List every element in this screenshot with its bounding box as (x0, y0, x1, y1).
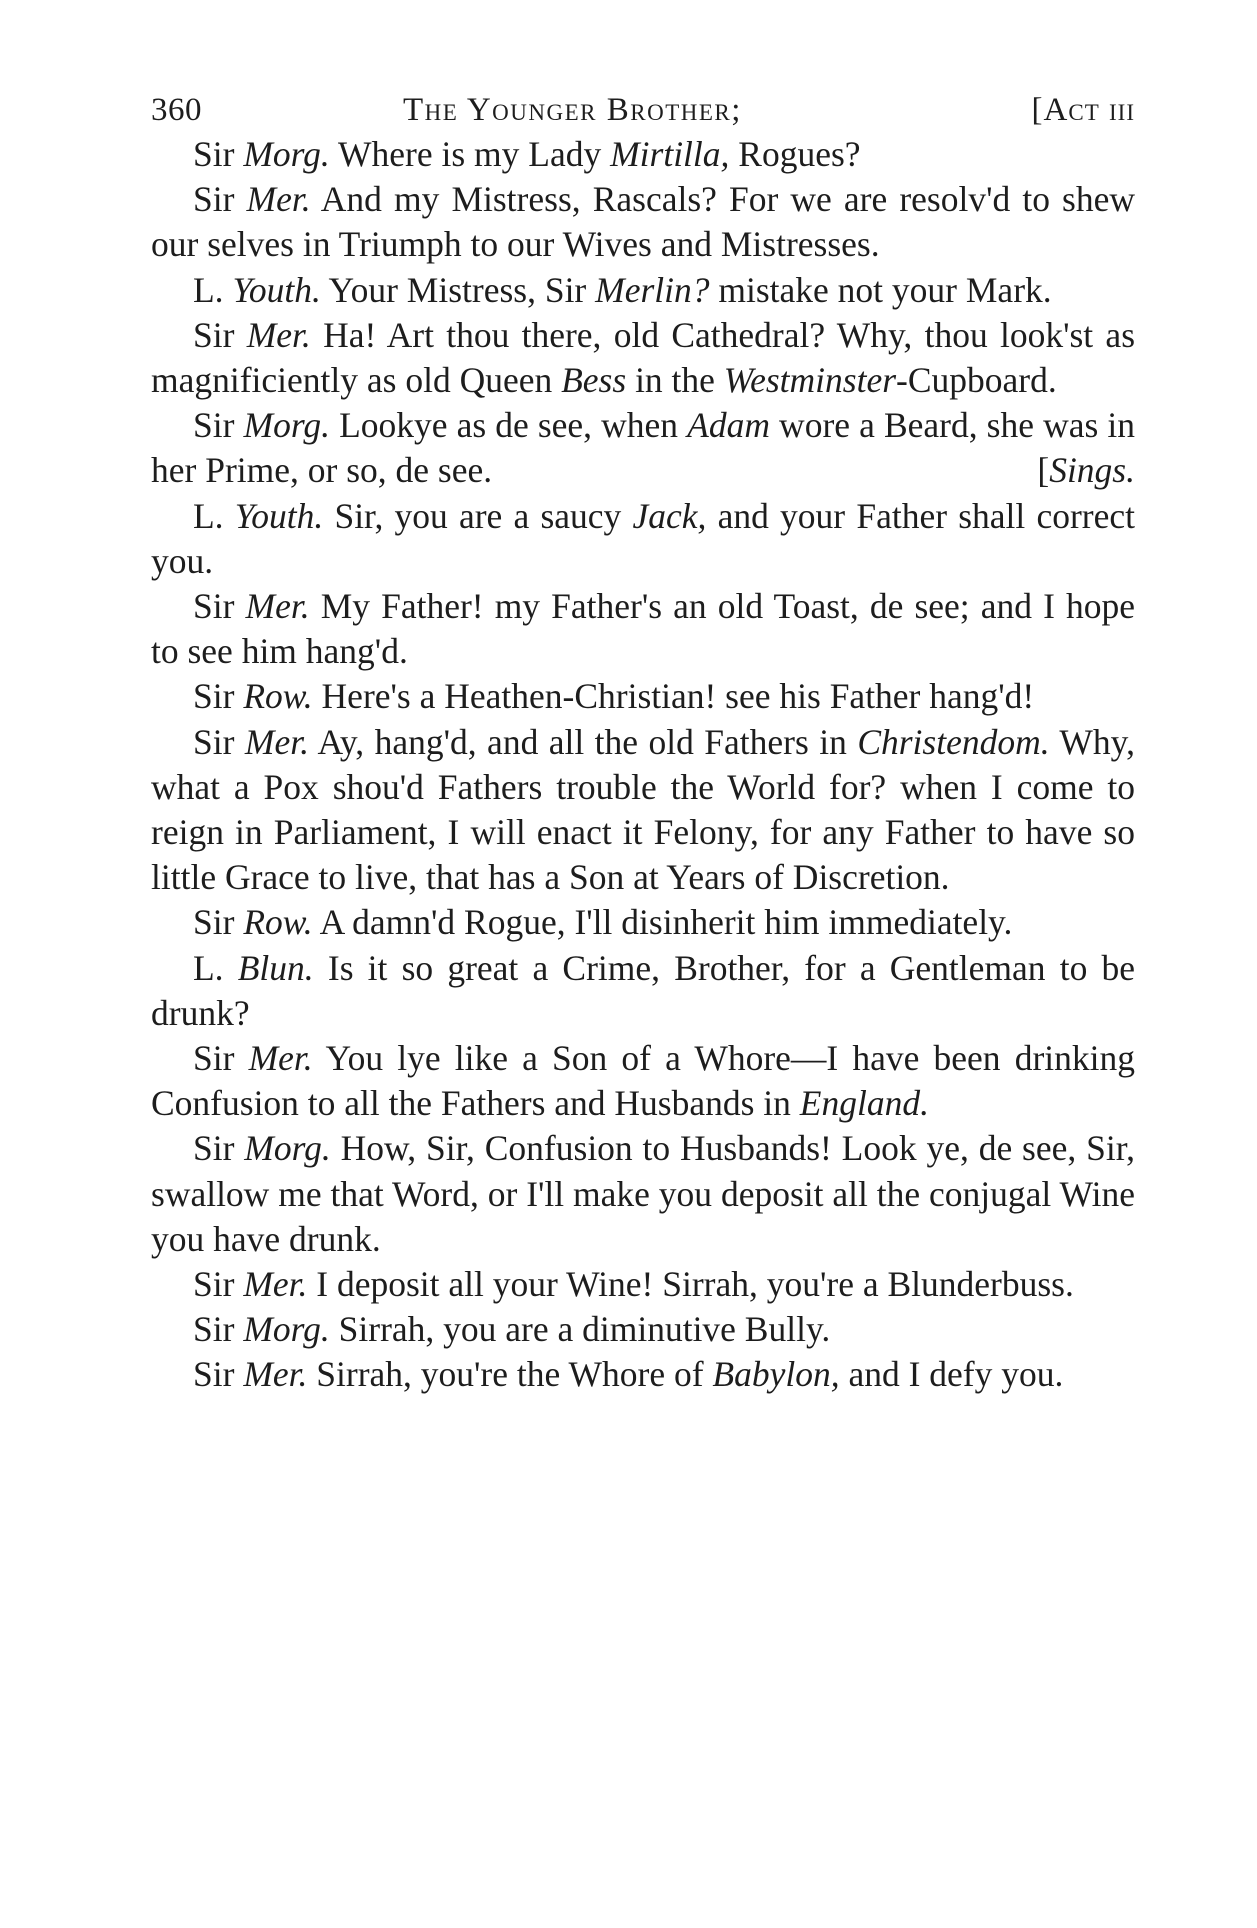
speaker-tag (193, 1264, 307, 1304)
speech-text: My Father! my Father's an old Toast, de see; and I hope to see him hang'd. (151, 586, 1135, 672)
speech-text: and your Father shall correct you. (151, 495, 1135, 581)
speech (151, 403, 1135, 493)
speech (151, 132, 1135, 177)
speaker-name: Youth. (232, 269, 321, 310)
speaker-tag (193, 134, 330, 174)
speaker-name: Morg. (243, 134, 330, 174)
speech (151, 900, 1135, 945)
speaker-tag (193, 948, 314, 988)
speaker-name: Mer. (244, 721, 309, 762)
speaker-name: Blun. (237, 947, 314, 988)
speech (151, 674, 1135, 719)
speaker-name: Mer. (246, 314, 311, 355)
speaker-prefix: L. (193, 495, 235, 536)
speaker-prefix: Sir (193, 586, 246, 627)
speaker-prefix: Sir (193, 1128, 245, 1169)
italic-text: Merlin? (595, 269, 710, 310)
speaker-prefix: Sir (193, 1354, 244, 1395)
italic-text: Jack, (632, 495, 707, 536)
speech-text: wore a Beard, she was in her Prime, or so, de see. (151, 405, 1135, 491)
speaker-name: Morg. (243, 405, 330, 446)
speaker-tag (193, 1309, 330, 1349)
speaker-name: Mer. (248, 1038, 313, 1079)
speaker-prefix: Sir (193, 1309, 244, 1350)
speaker-name: Morg. (244, 1128, 331, 1169)
speaker-name: Mer. (246, 179, 311, 220)
stage-direction-text: Sings. (1049, 450, 1135, 491)
speech-text: And my Mistress, Rascals? For we are resolv'd to shew our selves in Triumph to our Wives and Mistresses. (151, 179, 1135, 265)
speaker-name: Morg. (243, 1309, 330, 1350)
running-head (151, 88, 1135, 132)
speaker-prefix: Sir (193, 721, 245, 762)
speaker-name: Mer. (243, 1354, 308, 1395)
speech-text: A damn'd Rogue, I'll disinherit him immediately. (312, 902, 1013, 943)
speaker-prefix: Sir (193, 134, 244, 174)
italic-text: Christendom. (857, 721, 1050, 762)
speech-text: Your Mistress, Sir (320, 269, 596, 310)
speech-text: Sirrah, you're the Whore of (307, 1354, 713, 1395)
speech (151, 946, 1135, 1036)
italic-text: Babylon, (712, 1354, 840, 1395)
speech-text: How, Sir, Confusion to Husbands! Look ye, de see, Sir, swallow me that Word, or I'll make you deposit all the conjugal Wine you have drunk. (151, 1128, 1135, 1259)
speech (151, 1262, 1135, 1307)
speaker-prefix: Sir (193, 676, 244, 717)
stage-direction-bracket: [ (1037, 450, 1050, 491)
speaker-name: Mer. (243, 1264, 308, 1305)
speech (151, 1352, 1135, 1397)
speaker-tag (193, 315, 311, 355)
speaker-prefix: L. (193, 947, 238, 988)
act-marker: [Act iii (1031, 92, 1135, 128)
speaker-name: Mer. (245, 586, 310, 627)
speaker-prefix: Sir (193, 314, 247, 355)
running-title: The Younger Brother; (403, 92, 742, 128)
speaker-name: Youth. (234, 495, 324, 536)
speaker-prefix: Sir (193, 405, 244, 446)
speech-text: Ha! Art thou there, old Cathedral? Why, thou look'st as magnificiently as old Queen (151, 314, 1136, 401)
italic-text: Adam (687, 405, 770, 446)
page-number: 360 (151, 92, 202, 128)
speaker-tag (193, 586, 310, 626)
speaker-prefix: Sir (193, 1038, 249, 1079)
italic-text: Westminster (723, 360, 897, 401)
speaker-tag (193, 902, 313, 942)
speaker-tag (193, 722, 309, 762)
speaker-tag (193, 1038, 313, 1078)
speaker-prefix: Sir (193, 179, 247, 220)
speech-text: Is it so great a Crime, Brother, for a Gentleman to be drunk? (151, 947, 1136, 1033)
speaker-tag (193, 179, 311, 219)
speech (151, 1126, 1135, 1262)
play-text (151, 132, 1135, 1398)
speech-text: Ay, hang'd, and all the old Fathers in (308, 721, 858, 762)
book-page (151, 88, 1135, 1398)
speech (151, 494, 1135, 584)
speech-text: and I defy you. (839, 1354, 1064, 1395)
italic-text: Bess (561, 360, 627, 401)
speaker-prefix: Sir (193, 1264, 244, 1305)
speaker-tag (193, 270, 321, 310)
speaker-tag (193, 496, 323, 536)
speech-text: -Cupboard. (896, 360, 1057, 401)
italic-text: England. (799, 1083, 929, 1124)
speech (151, 584, 1135, 674)
speech-text: mistake not your Mark. (709, 269, 1052, 310)
stage-direction (995, 448, 1135, 493)
speech-text: Here's a Heathen-Christian! see his Father hang'd! (312, 676, 1035, 717)
speech-text: Sirrah, you are a diminutive Bully. (329, 1309, 831, 1350)
speech-text: I deposit all your Wine! Sirrah, you're a Blunderbuss. (307, 1264, 1074, 1305)
speech (151, 1036, 1135, 1126)
speaker-tag (193, 1354, 307, 1394)
speaker-tag (193, 676, 313, 716)
speech (151, 268, 1135, 313)
speech-text: in the (626, 360, 724, 401)
speech-text: Why, what a Pox shou'd Fathers trouble the World for? when I come to reign in Parliament, I will enact it Felony, for any Father to have so little Grace to live, that has a Son at Years of Discretion. (151, 721, 1136, 898)
speaker-name: Row. (243, 902, 313, 943)
speech-text: Where is my Lady (329, 134, 611, 174)
speaker-tag (193, 405, 330, 445)
speech (151, 1307, 1135, 1352)
speech-text: You lye like a Son of a Whore—I have been drinking Confusion to all the Fathers and Husbands in (151, 1038, 1135, 1124)
speech-text: Lookye as de see, when (329, 405, 688, 446)
speaker-tag (193, 1128, 331, 1168)
speech (151, 313, 1135, 403)
speech-text: Sir, you are a saucy (323, 495, 633, 536)
italic-text: Mirtilla, (610, 134, 730, 174)
speech (151, 720, 1135, 901)
speech (151, 177, 1135, 267)
speaker-name: Row. (243, 676, 313, 717)
speaker-prefix: Sir (193, 902, 244, 943)
speech-text: Rogues? (729, 134, 861, 174)
speaker-prefix: L. (193, 269, 233, 310)
